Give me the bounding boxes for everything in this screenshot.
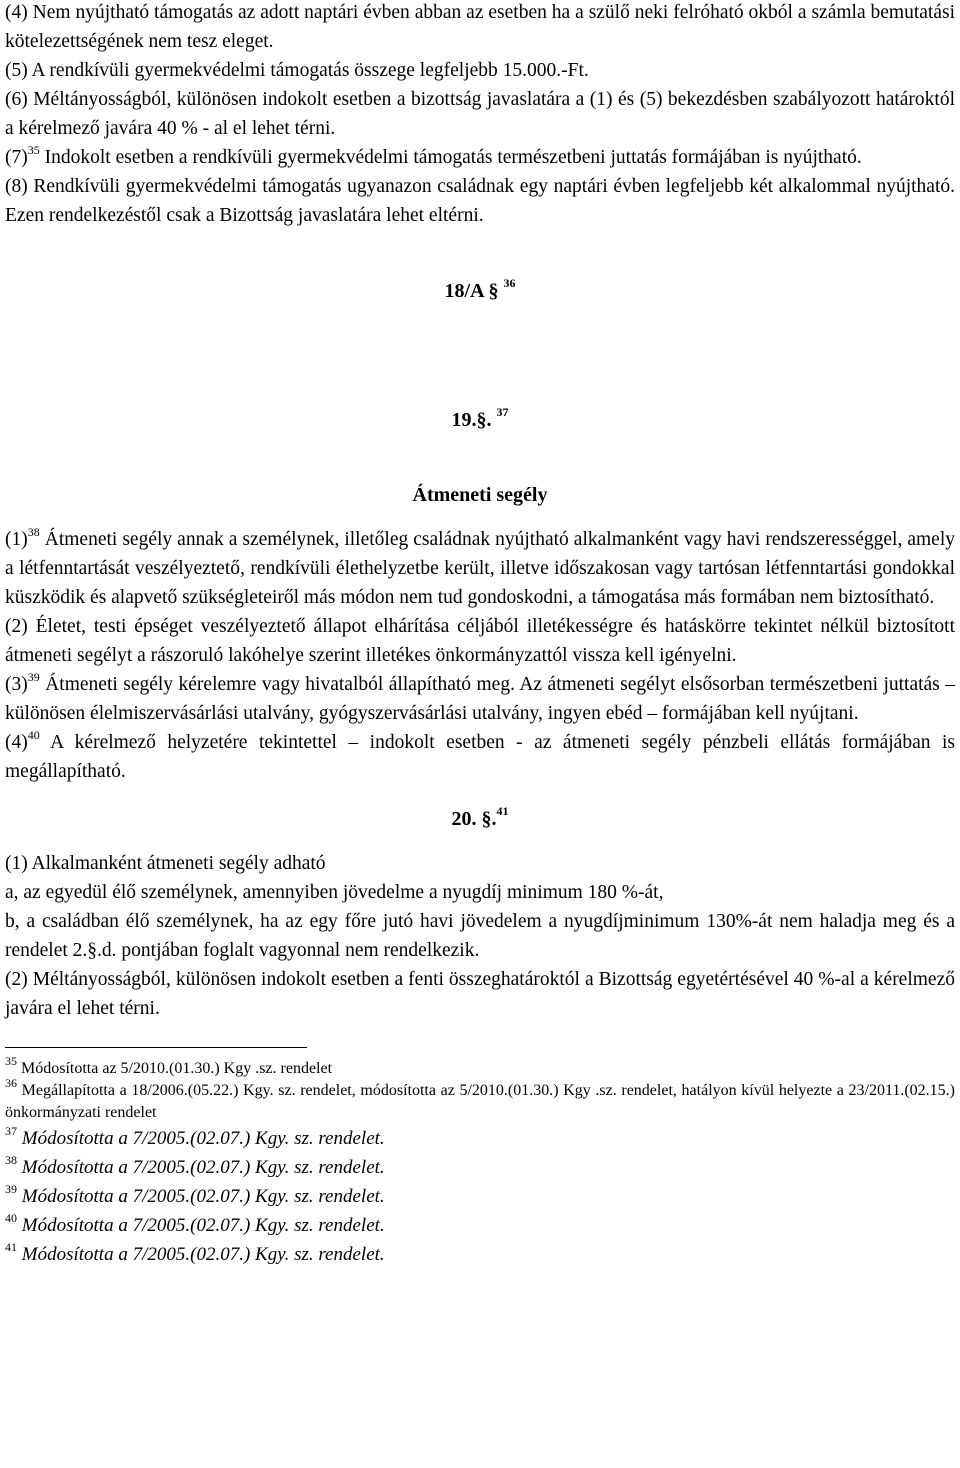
footnote-number: 39	[5, 1181, 17, 1196]
paragraph-4: (4) Nem nyújtható támogatás az adott naptári évben abban az esetben ha a szülő neki felróható okból a számla bemutatási kötelezettségének nem tesz eleget.	[5, 2, 955, 52]
footnote-39	[5, 1182, 955, 1211]
section-19-p1-text: Átmeneti segély annak a személynek, illetőleg családnak nyújtható alkalmanként vagy havi rendszerességgel, amely a létfenntartását veszélyeztető, rendkívüli élethelyzetbe került, illetve időszakosan vagy tartósan létfenntartási gondokkal küszködik és alapvető szükségleteiről más módon nem tud gondoskodni, a támogatása más formában nem biztosítható.	[5, 529, 955, 608]
paragraph-8: (8) Rendkívüli gyermekvédelmi támogatás ugyanazon családnak egy naptári évben legfeljebb két alkalommal nyújtható. Ezen rendelkezéstől csak a Bizottság javaslatára lehet eltérni.	[5, 176, 955, 226]
footnote-41	[5, 1240, 955, 1269]
footnote-38	[5, 1153, 955, 1182]
section-19-p4-text: A kérelmező helyzetére tekintettel – indokolt esetben - az átmeneti segély pénzbeli ellátás formájában is megállapítható.	[5, 732, 955, 782]
footnote-number: 37	[5, 1123, 17, 1138]
paragraph-5: (5) A rendkívüli gyermekvédelmi támogatás összege legfeljebb 15.000.-Ft.	[5, 60, 589, 81]
section-19-heading	[5, 405, 955, 432]
section-20-paragraph-2: (2) Méltányosságból, különösen indokolt esetben a fenti összeghatároktól a Bizottság egyetértésével 40 %-al a kérelmező javára el lehet térni.	[5, 969, 955, 1019]
section-20-item-b: b, a családban élő személynek, ha az egy főre jutó havi jövedelem a nyugdíjminimum 130%-át nem haladja meg és a rendelet 2.§.d. pontjában foglalt vagyonnal nem rendelkezik.	[5, 911, 955, 961]
paragraph-7-prefix: (7)	[5, 147, 28, 168]
footnote-ref-38: 38	[27, 524, 40, 539]
section-19-p4-prefix: (4)	[5, 732, 28, 753]
section-19-p1-prefix: (1)	[5, 529, 28, 550]
section-18a-heading	[5, 276, 955, 303]
section-18a-label: 18/A §	[444, 280, 499, 302]
section-19-p3-prefix: (3)	[5, 674, 28, 695]
footnote-text: Módosította a 7/2005.(02.07.) Kgy. sz. rendelet.	[21, 1157, 385, 1178]
footnote-ref-40: 40	[27, 727, 40, 742]
footnote-number: 41	[5, 1239, 17, 1254]
section-20-label: 20. §.	[451, 808, 497, 830]
footnote-divider	[5, 1047, 307, 1048]
footnote-text: Módosította a 7/2005.(02.07.) Kgy. sz. rendelet.	[21, 1215, 385, 1236]
section-20-item-a: a, az egyedül élő személynek, amennyiben jövedelme a nyugdíj minimum 180 %-át,	[5, 882, 664, 903]
section-19-title: Átmeneti segély	[412, 484, 548, 506]
footnote-number: 36	[5, 1075, 17, 1090]
footnote-number: 38	[5, 1152, 17, 1167]
section-19-paragraph-1	[5, 525, 955, 612]
footnote-ref-35: 35	[27, 142, 40, 157]
footnote-number: 35	[5, 1053, 17, 1068]
paragraph-6: (6) Méltányosságból, különösen indokolt esetben a bizottság javaslatára a (1) és (5) bekezdésben szabályozott határoktól a kérelmező javára 40 % - al el lehet térni.	[5, 89, 955, 139]
footnote-ref-41: 41	[496, 804, 509, 819]
section-20-heading	[5, 804, 955, 831]
footnote-37	[5, 1124, 955, 1153]
footnote-text: Módosította a 7/2005.(02.07.) Kgy. sz. rendelet.	[21, 1186, 385, 1207]
footnote-text: Módosította az 5/2010.(01.30.) Kgy .sz. rendelet	[21, 1060, 333, 1077]
footnote-36	[5, 1075, 956, 1124]
footnote-ref-39: 39	[27, 669, 40, 684]
section-20-paragraph-1: (1) Alkalmanként átmeneti segély adható	[5, 853, 326, 874]
footnote-ref-36: 36	[503, 276, 516, 291]
section-19-p3-text: Átmeneti segély kérelemre vagy hivatalból állapítható meg. Az átmeneti segélyt elsősorban természetbeni juttatás – különösen élelmiszervásárlási utalvány, gyógyszervásárlási utalvány, ingyen ebéd – formájában kell nyújtani.	[5, 674, 955, 724]
paragraph-7	[5, 143, 955, 172]
footnote-text: Módosította a 7/2005.(02.07.) Kgy. sz. rendelet.	[21, 1128, 385, 1149]
section-19-paragraph-3	[5, 670, 955, 728]
footnote-35	[5, 1053, 955, 1080]
document-page	[5, 0, 955, 1269]
section-19-paragraph-2: (2) Életet, testi épséget veszélyeztető állapot elhárítása céljából illetékességre és hatáskörre tekintet nélkül biztosított átmeneti segélyt a rászoruló lakóhelye szerint illetékes önkormányzattól vissza kell igényelni.	[5, 616, 955, 666]
footnote-40	[5, 1211, 955, 1240]
footnote-text: Megállapította a 18/2006.(05.22.) Kgy. sz. rendelet, módosította az 5/2010.(01.30.) Kgy .sz. rendelet, hatályon kívül helyezte a 23/2011.(02.15.) önkormányzati rendelet	[5, 1082, 956, 1121]
section-19-label: 19.§.	[451, 409, 492, 431]
footnote-ref-37: 37	[496, 405, 509, 420]
paragraph-7-text: Indokolt esetben a rendkívüli gyermekvédelmi támogatás természetbeni juttatás formájában is nyújtható.	[39, 147, 862, 168]
section-19-paragraph-4	[5, 728, 955, 786]
footnote-number: 40	[5, 1210, 17, 1225]
footnote-text: Módosította a 7/2005.(02.07.) Kgy. sz. rendelet.	[21, 1244, 385, 1265]
